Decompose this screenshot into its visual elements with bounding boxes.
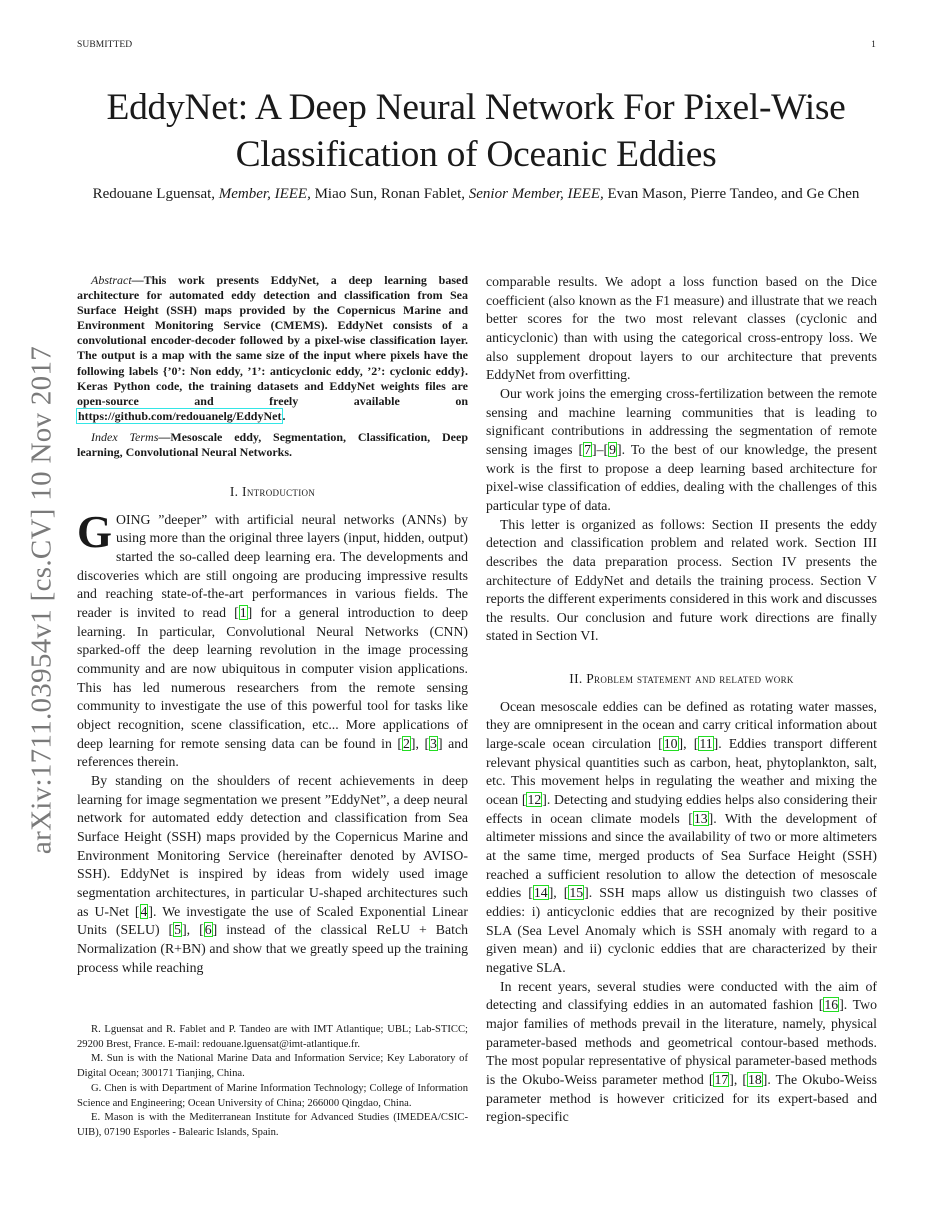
github-link[interactable]: https://github.com/redouanelg/EddyNet <box>78 408 282 423</box>
page-number: 1 <box>871 40 876 50</box>
author-role: Member, IEEE, <box>218 186 311 202</box>
index-terms: Index Terms—Mesoscale eddy, Segmentation, Classification, Deep learning, Convolutional Neural Networks. <box>77 429 469 460</box>
author-name: Redouane Lguensat, <box>92 186 216 202</box>
citation-link[interactable]: 9 <box>609 441 617 457</box>
citation-link[interactable]: 7 <box>584 441 592 457</box>
intro-paragraph-continued: comparable results. We adopt a loss function based on the Dice coefficient (also known as the F1 measure) and illustrate that we reach better scores for the two most relevant classes (cyclonic and anticyclonic) than with using the categorical cross-entropy loss. We also supplement dropout layers to our architecture that prevents EddyNet from overfitting. <box>486 274 877 383</box>
section-heading-introduction: I. Introduction <box>229 484 316 500</box>
citation-link[interactable]: 11 <box>699 736 713 752</box>
running-header: SUBMITTED <box>77 40 133 50</box>
section-heading-problem-statement: II. Problem statement and related work <box>569 671 794 687</box>
abstract-text: This work presents EddyNet, a deep learning based architecture for automated eddy detection and classification from Sea Surface Height (SSH) maps provided by the Copernicus Marine and Environment Monitoring Service (CMEMS). EddyNet consists of a convolutional encoder-decoder followed by a pixel-wise classification layer. The output is a map with the same size of the input where pixels have the following labels {’0’: Non eddy, ’1’: anticyclonic eddy, ’2’: cyclonic eddy}. Keras Python code, the training datasets and EddyNet weights files are open-source and freely available on <box>77 273 468 408</box>
citation-link[interactable]: 3 <box>430 735 437 751</box>
index-terms-text: Mesoscale eddy, Segmentation, Classification, Deep learning, Convolutional Neural Networks. <box>77 429 469 460</box>
citation-link[interactable]: 5 <box>174 922 182 938</box>
left-column <box>77 273 468 977</box>
abstract-label: Abstract <box>91 273 132 287</box>
section2-paragraph: In recent years, several studies were conducted with the aim of detecting and classifying eddies in an automated fashion [16]. Two major families of methods prevail in the literature, namely, physical parameter-based methods and geometrical contour-based methods. The most popular representative of physical parameter-based methods is the Okubo-Weiss parameter method [17], [18]. The Okubo-Weiss parameter method is however criticized for its expert-based and region-specific <box>486 978 878 1125</box>
intro-paragraph: GOING ”deeper” with artificial neural networks (ANNs) by using more than the original three layers (input, hidden, output) started the so-called deep learning era. The developments and discoveries which are still ongoing are producing impressive results and reaching state-of-the-art performances in various fields. The reader is invited to read [1] for a general introduction to deep learning. In particular, Convolutional Neural Networks (CNN) sparked-off the deep learning revolution in the image processing community and are now ubiquitous in computer vision applications. This has led numerous researchers from the remote sensing community to investigate the use of this powerful tool for tasks like object recognition, scene classification, etc... More applications of deep learning for remote sensing data can be found in [2], [3] and references therein. <box>77 506 468 770</box>
abstract: Abstract—This work presents EddyNet, a deep learning based architecture for automated eddy detection and classification from Sea Surface Height (SSH) maps provided by the Copernicus Marine and Environment Monitoring Service (CMEMS). EddyNet consists of a convolutional encoder-decoder followed by a pixel-wise classification layer. The output is a map with the same size of the input where pixels have the following labels {’0’: Non eddy, ’1’: anticyclonic eddy, ’2’: cyclonic eddy}. Keras Python code, the training datasets and EddyNet weights files are open-source and freely available on https://github.com/redouanelg/EddyNet. <box>77 273 468 423</box>
citation-link[interactable]: 12 <box>527 792 542 808</box>
author-role: Senior Member, IEEE, <box>468 186 604 202</box>
right-column <box>486 273 877 1127</box>
citation-link[interactable]: 17 <box>714 1071 729 1087</box>
citation-link[interactable]: 16 <box>824 997 839 1013</box>
author-name: Evan Mason, Pierre Tandeo, and Ge Chen <box>607 186 860 202</box>
section2-paragraph: Ocean mesoscale eddies can be defined as rotating water masses, they are omnipresent in the ocean and carry critical information about large-scale ocean circulation [10], [11]. Eddies transport different relevant physical quantities such as carbon, heat, phytoplankton, salt, etc. This movement helps in regulating the weather and mixing the ocean [12]. Detecting and studying eddies helps also considering their effects in ocean climate models [13]. With the development of altimeter missions and since the availability of two or more altimeters at the same time, merged products of Sea Surface Height (SSH) reached a sufficient resolution to allow the detection of mesoscale eddies [14], [15]. SSH maps allow us distinguish two classes of eddies: i) anticyclonic eddies that are recognized by their positive SLA (Sea Level Anomaly which is SSH anomaly with regard to a given mean) and ii) cyclonic eddies that are characterized by their negative SLA. <box>486 698 878 975</box>
arxiv-stamp: arXiv:1711.03954v1 [cs.CV] 10 Nov 2017 <box>25 345 58 855</box>
paper-title: EddyNet: A Deep Neural Network For Pixel-Wise Classification of Oceanic Eddies <box>106 87 846 175</box>
citation-link[interactable]: 1 <box>239 605 247 621</box>
citation-link[interactable]: 14 <box>533 885 548 901</box>
citation-link[interactable]: 2 <box>402 735 410 751</box>
index-terms-label: Index Terms <box>91 429 159 444</box>
citation-link[interactable]: 18 <box>747 1071 762 1087</box>
footnote: E. Mason is with the Mediterranean Institute for Advanced Studies (IMEDEA/CSIC-UIB), 07190 Esporles - Balearic Islands, Spain. <box>77 1112 468 1138</box>
intro-paragraph: This letter is organized as follows: Section II presents the eddy detection and classification problem and related work. Section III describes the data preparation process. Section IV presents the architecture of EddyNet and details the training process. Section V reports the different experiments considered in this work and discusses the results. Our conclusion and future work directions are finally stated in Section VI. <box>486 516 877 644</box>
footnote: R. Lguensat and R. Fablet and P. Tandeo are with IMT Atlantique; UBL; Lab-STICC; 29200 Brest, France. E-mail: redouane.lguensat@imt-atlantique.fr. <box>77 1024 468 1050</box>
citation-link[interactable]: 13 <box>693 810 708 826</box>
author-name: Miao Sun, Ronan Fablet, <box>314 186 466 202</box>
intro-paragraph: Our work joins the emerging cross-fertilization between the remote sensing and machine learning communities that is leading to significant contributions in addressing the segmentation of remote sensing images [7]–[9]. To the best of our knowledge, the present work is the first to propose a deep learning based architecture for pixel-wise classification of eddies, dealing with the challenges of this particular type of data. <box>486 385 877 513</box>
intro-paragraph: By standing on the shoulders of recent achievements in deep learning for image segmentation we present ”EddyNet”, a deep neural network for automated eddy detection and classification from Sea Surface Height (SSH) maps provided by the Copernicus Marine and Environment Monitoring Service (hereinafter denoted by AVISO-SSH). EddyNet is inspired by ideas from widely used image segmentation architectures, in particular U-shaped architectures such as U-Net [4]. We investigate the use of Scaled Exponential Linear Units (SELU) [5], [6] instead of the classical ReLU + Batch Normalization (R+BN) and show that we greatly speed up the training process while reaching <box>77 772 468 975</box>
affiliation-footnotes <box>77 1023 468 1141</box>
drop-cap: G <box>77 506 113 557</box>
footnote: G. Chen is with Department of Marine Information Technology; College of Information Science and Engineering; Ocean University of China; 266000 Qingdao, China. <box>77 1082 468 1109</box>
citation-link[interactable]: 4 <box>140 903 148 919</box>
citation-link[interactable]: 6 <box>204 922 212 938</box>
author-list <box>70 184 882 204</box>
citation-link[interactable]: 10 <box>663 736 678 752</box>
footnote: M. Sun is with the National Marine Data and Information Service; Key Laboratory of Digital Ocean; 300171 Tianjing, China. <box>77 1053 468 1080</box>
citation-link[interactable]: 15 <box>569 885 584 901</box>
